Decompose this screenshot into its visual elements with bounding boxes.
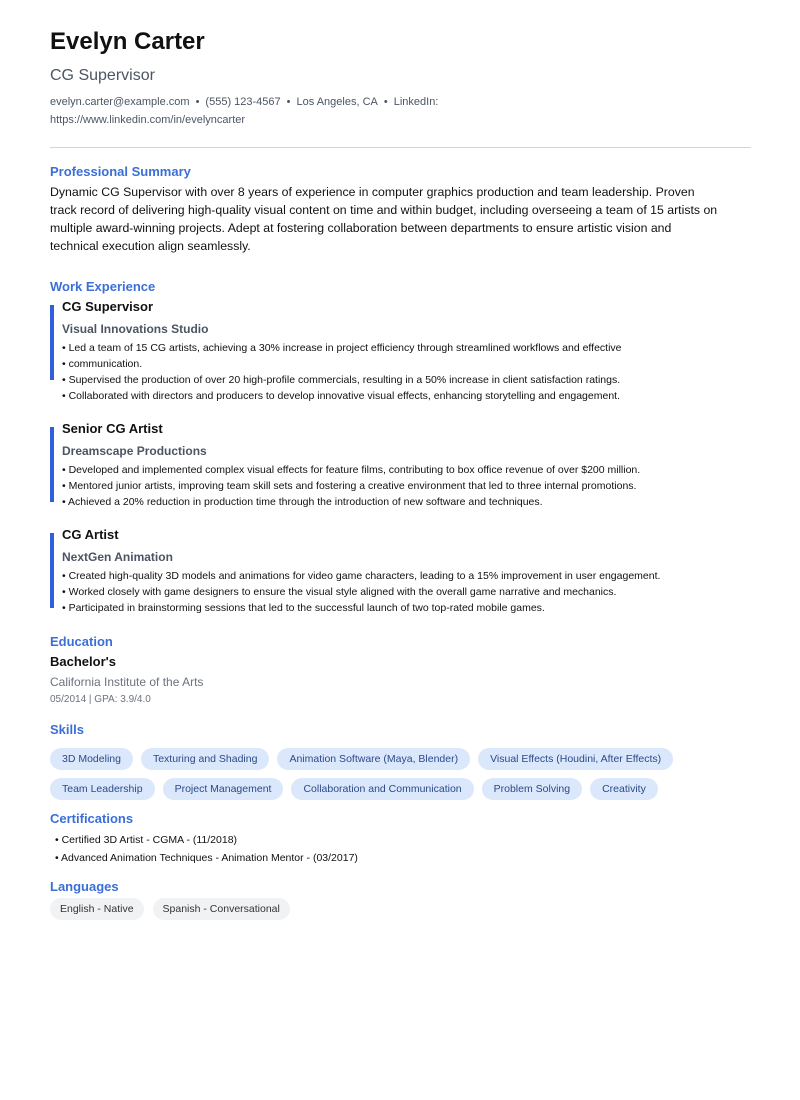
- skill-chip: Project Management: [163, 778, 284, 800]
- education-degree: Bachelor's: [50, 654, 116, 669]
- summary-text: Dynamic CG Supervisor with over 8 years of experience in computer graphics production and team leadership. Proven track record of delivering high-quality visual content on time and within budget, including overseeing a team of 15 artists on multiple award-winning projects. Adept at fostering collaboration between departments to ensure artistic vision and technical execution align seamlessly.: [50, 185, 718, 253]
- section-title-certifications: Certifications: [50, 811, 134, 826]
- job-title: CG Supervisor: [62, 299, 154, 314]
- section-title-education: Education: [50, 634, 113, 649]
- contact-line: [50, 93, 450, 129]
- contact-location: Los Angeles, CA: [296, 96, 378, 108]
- job-bullet: • Led a team of 15 CG artists, achieving a 30% increase in project efficiency through streamlined workflows and effective: [62, 342, 622, 354]
- skill-chip: Visual Effects (Houdini, After Effects): [478, 748, 673, 770]
- job-bullet: • Worked closely with game designers to ensure the visual style aligned with the overall game narrative and mechanics.: [62, 586, 617, 598]
- contact-email[interactable]: evelyn.carter@example.com: [50, 96, 190, 108]
- job-bullet: • Developed and implemented complex visual effects for feature films, contributing to box office revenue of over $200 million.: [62, 464, 641, 476]
- job-bullet: • Collaborated with directors and producers to develop innovative visual effects, enhancing storytelling and engagement.: [62, 390, 620, 402]
- job-title: Senior CG Artist: [62, 421, 163, 436]
- certification-item: • Advanced Animation Techniques - Animation Mentor - (03/2017): [55, 852, 358, 864]
- section-title-languages: Languages: [50, 879, 119, 894]
- languages-list: [50, 898, 750, 920]
- job-company: Visual Innovations Studio: [62, 322, 209, 336]
- job-entry: [50, 527, 750, 616]
- certification-item: • Certified 3D Artist - CGMA - (11/2018): [55, 834, 238, 846]
- education-meta: 05/2014 | GPA: 3.9/4.0: [50, 694, 151, 705]
- candidate-title: CG Supervisor: [50, 67, 155, 84]
- skill-chip: Collaboration and Communication: [291, 778, 473, 800]
- job-accent-bar: [50, 533, 54, 608]
- job-company: NextGen Animation: [62, 550, 173, 564]
- job-accent-bar: [50, 305, 54, 380]
- job-company: Dreamscape Productions: [62, 444, 207, 458]
- job-bullet: • Supervised the production of over 20 high-profile commercials, resulting in a 50% increase in client satisfaction ratings.: [62, 374, 621, 386]
- contact-separator: •: [195, 96, 200, 108]
- contact-separator: •: [286, 96, 291, 108]
- job-bullet: • Participated in brainstorming sessions that led to the successful launch of two top-rated mobile games.: [62, 602, 545, 614]
- job-entry: [50, 299, 750, 404]
- section-title-skills: Skills: [50, 722, 84, 737]
- education-school: California Institute of the Arts: [50, 675, 204, 689]
- skill-chip: Texturing and Shading: [141, 748, 270, 770]
- contact-phone: (555) 123-4567: [205, 96, 281, 108]
- job-bullets: [62, 568, 750, 616]
- job-bullet: • Achieved a 20% reduction in production time through the introduction of new software and techniques.: [62, 496, 543, 508]
- header-divider: [50, 147, 751, 148]
- job-entry: [50, 421, 750, 510]
- language-chip: Spanish - Conversational: [153, 898, 290, 920]
- skill-chip: Creativity: [590, 778, 658, 800]
- job-bullet: • Mentored junior artists, improving team skill sets and fostering a creative environment that led to three internal promotions.: [62, 480, 637, 492]
- skills-list: [50, 748, 750, 800]
- contact-linkedin-label: LinkedIn:: [393, 96, 439, 108]
- job-bullet: • Created high-quality 3D models and animations for video game characters, leading to a 15% improvement in user engagement.: [62, 570, 661, 582]
- skill-chip: Animation Software (Maya, Blender): [277, 748, 470, 770]
- contact-linkedin-url[interactable]: https://www.linkedin.com/in/evelyncarter: [50, 114, 246, 126]
- job-bullet: • communication.: [62, 358, 143, 370]
- language-chip: English - Native: [50, 898, 144, 920]
- job-bullets: [62, 340, 750, 404]
- skill-chip: Team Leadership: [50, 778, 155, 800]
- job-title: CG Artist: [62, 527, 119, 542]
- section-title-experience: Work Experience: [50, 279, 156, 294]
- job-bullets: [62, 462, 750, 510]
- candidate-name: Evelyn Carter: [50, 28, 205, 55]
- skill-chip: Problem Solving: [482, 778, 582, 800]
- section-title-summary: Professional Summary: [50, 164, 191, 179]
- certifications-list: [50, 831, 750, 867]
- job-accent-bar: [50, 427, 54, 502]
- skill-chip: 3D Modeling: [50, 748, 133, 770]
- contact-separator: •: [383, 96, 388, 108]
